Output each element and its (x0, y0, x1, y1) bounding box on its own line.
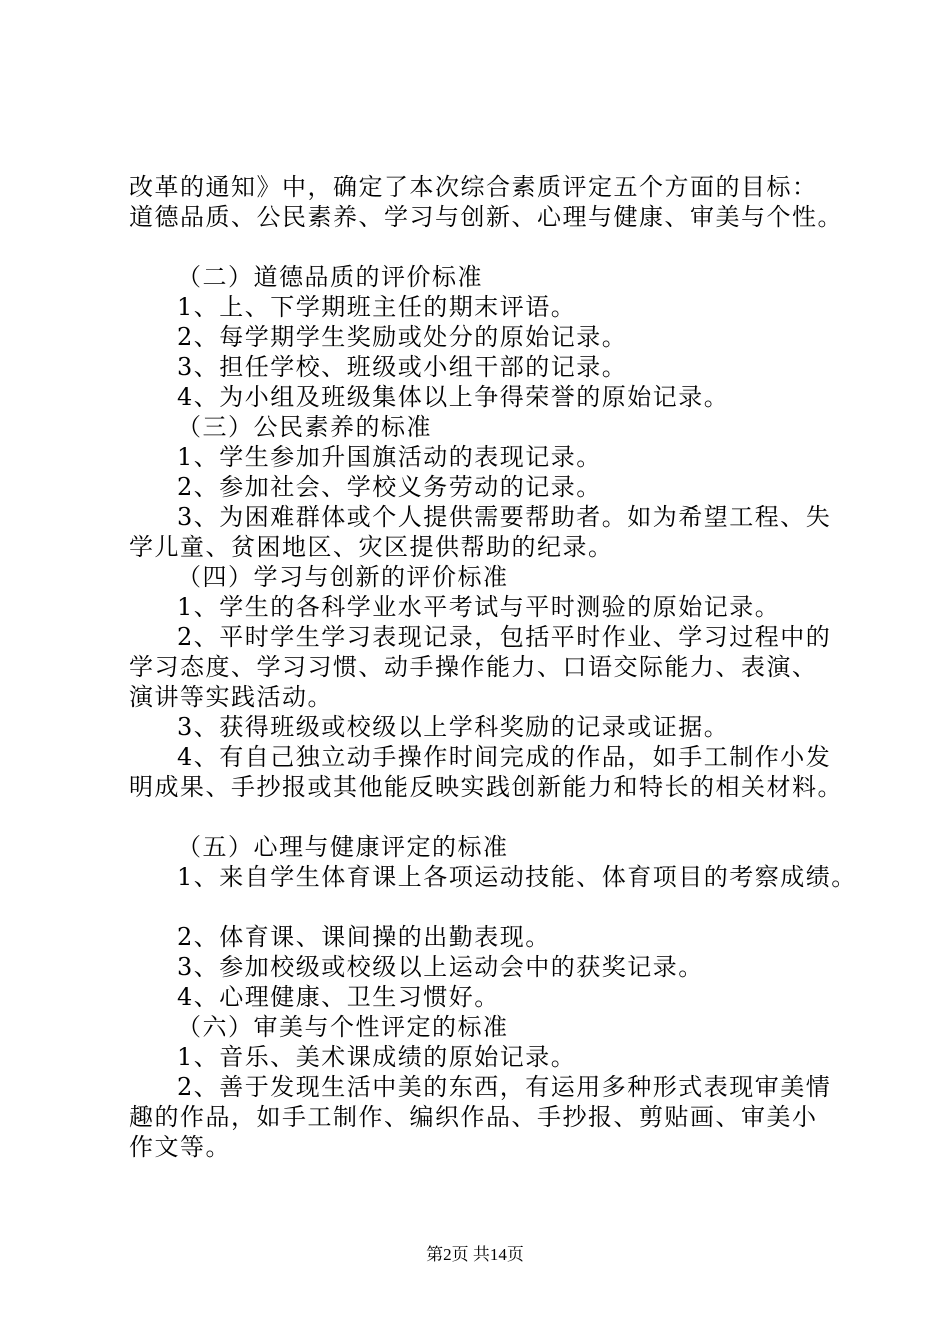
text-line: （五）心理与健康评定的标准 (177, 833, 509, 861)
text-line: 2、平时学生学习表现记录，包括平时作业、学习过程中的 (177, 623, 832, 651)
text-line: （二）道德品质的评价标准 (177, 263, 483, 291)
text-line: （四）学习与创新的评价标准 (177, 563, 509, 591)
text-line: 1、学生参加升国旗活动的表现记录。 (177, 443, 602, 471)
text-line: 演讲等实践活动。 (129, 683, 333, 711)
text-line: 2、参加社会、学校义务劳动的记录。 (177, 473, 602, 501)
text-line: 3、参加校级或校级以上运动会中的获奖记录。 (177, 953, 704, 981)
text-line: 1、上、下学期班主任的期末评语。 (177, 293, 577, 321)
text-line: 作文等。 (129, 1133, 231, 1161)
text-line: 学习态度、学习习惯、动手操作能力、口语交际能力、表演、 (129, 653, 818, 681)
text-line: 道德品质、公民素养、学习与创新、心理与健康、审美与个性。 (129, 203, 843, 231)
text-line: 4、心理健康、卫生习惯好。 (177, 983, 500, 1011)
text-line: 趣的作品，如手工制作、编织作品、手抄报、剪贴画、审美小 (129, 1103, 818, 1131)
text-line: 改革的通知》中，确定了本次综合素质评定五个方面的目标： (129, 173, 818, 201)
blank-line (129, 892, 841, 922)
text-line: 3、为困难群体或个人提供需要帮助者。如为希望工程、失 (177, 503, 832, 531)
text-line: 学儿童、贫困地区、灾区提供帮助的纪录。 (129, 533, 614, 561)
text-line: 2、每学期学生奖励或处分的原始记录。 (177, 323, 628, 351)
text-line: 3、获得班级或校级以上学科奖励的记录或证据。 (177, 713, 730, 741)
text-line: 1、来自学生体育课上各项运动技能、体育项目的考察成绩。 (177, 863, 857, 891)
text-line: 4、为小组及班级集体以上争得荣誉的原始记录。 (177, 383, 730, 411)
text-line: 明成果、手抄报或其他能反映实践创新能力和特长的相关材料。 (129, 773, 843, 801)
blank-line (129, 232, 841, 262)
text-line: （六）审美与个性评定的标准 (177, 1013, 509, 1041)
blank-line (129, 802, 841, 832)
text-line: 2、善于发现生活中美的东西，有运用多种形式表现审美情 (177, 1073, 832, 1101)
text-line: 3、担任学校、班级或小组干部的记录。 (177, 353, 628, 381)
page-footer: 第2页 共14页 (426, 1245, 524, 1264)
text-line: 1、学生的各科学业水平考试与平时测验的原始记录。 (177, 593, 781, 621)
text-line: （三）公民素养的标准 (177, 413, 432, 441)
text-line: 4、有自己独立动手操作时间完成的作品，如手工制作小发 (177, 743, 832, 771)
text-line: 2、体育课、课间操的出勤表现。 (177, 923, 551, 951)
text-line: 1、音乐、美术课成绩的原始记录。 (177, 1043, 577, 1071)
document-body (129, 172, 857, 1162)
